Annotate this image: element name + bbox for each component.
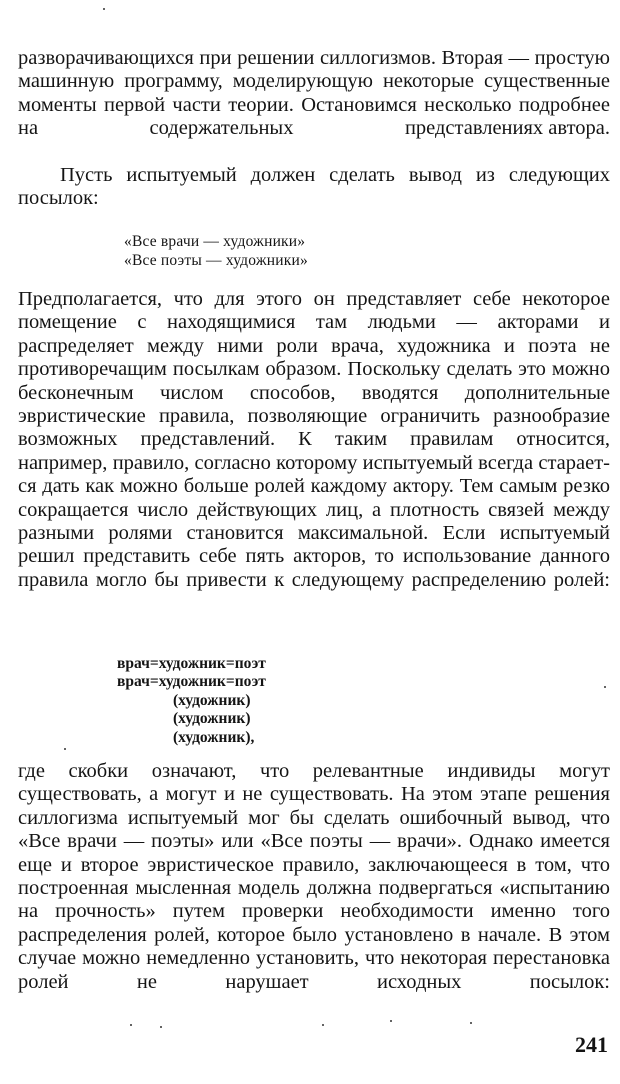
print-speck (470, 1022, 472, 1024)
paragraph-intro: разворачивающихся при решении силлогизмов. Вторая — простую машинную программу, моделирующую некоторые существенные моменты первой части теории. Остановимся несколько подробнее на содержательных представлениях автора. (18, 47, 610, 140)
premise-1: «Все врачи — художники» (124, 233, 306, 250)
scheme-line: врач=художник=поэт (117, 655, 266, 672)
premise-2: «Все поэты — художники» (124, 252, 308, 269)
page-number: 241 (575, 1032, 608, 1057)
paragraph-main: Предполагается, что для этого он представляет себе некоторое помещение с находящимися там людьми — акторами и распределяет между ними роли врача, художника и поэта не противоречащим посылкам образом. Поскольку сделать это можно бесконечным числом способов, вводятся дополнительные эвристические правила, позволяющие ограничить разнообразие возможных представлений. К таким правилам относится, например, правило, согласно которому испытуемый всегда старается дать как можно больше ролей каждому актору. Тем самым резко сокращается число действующих лиц, а плотность связей между разными ролями становится максимальной. Если испытуемый решил представить себе пять акторов, то использование данного правила могло бы привести к следующему распределению ролей: (18, 288, 610, 591)
paragraph-premises-intro: Пусть испытуемый должен сделать вывод из следующих посылок: (18, 164, 610, 210)
print-speck (604, 686, 606, 688)
role-scheme (117, 655, 266, 747)
scheme-line: (художник), (173, 728, 255, 746)
print-speck (390, 1020, 392, 1022)
print-speck (322, 1024, 324, 1026)
scheme-line: (художник) (173, 710, 251, 728)
print-speck (64, 748, 66, 750)
paragraph-conclusion: где скобки означают, что релевантные индивиды могут существовать, а могут и не существовать. На этом этапе решения силлогизма испытуемый мог бы сделать ошибочный вывод, что «Все врачи — поэты» или «Все поэты — врачи». Однако имеется еще и второе эвристическое правило, заключающееся в том, что построенная мысленная модель должна подвергаться «испытанию на прочность» путем проверки необходимости именно того распределения ролей, которое было установлено в начале. В этом случае можно немедленно установить, что некоторая перестановка ролей не нарушает исходных посылок: (18, 760, 610, 993)
scheme-line: (художник) (173, 691, 251, 709)
scheme-line: врач=художник=поэт (117, 673, 266, 691)
print-speck (103, 8, 105, 10)
print-speck (160, 1026, 162, 1028)
print-speck (130, 1024, 132, 1026)
